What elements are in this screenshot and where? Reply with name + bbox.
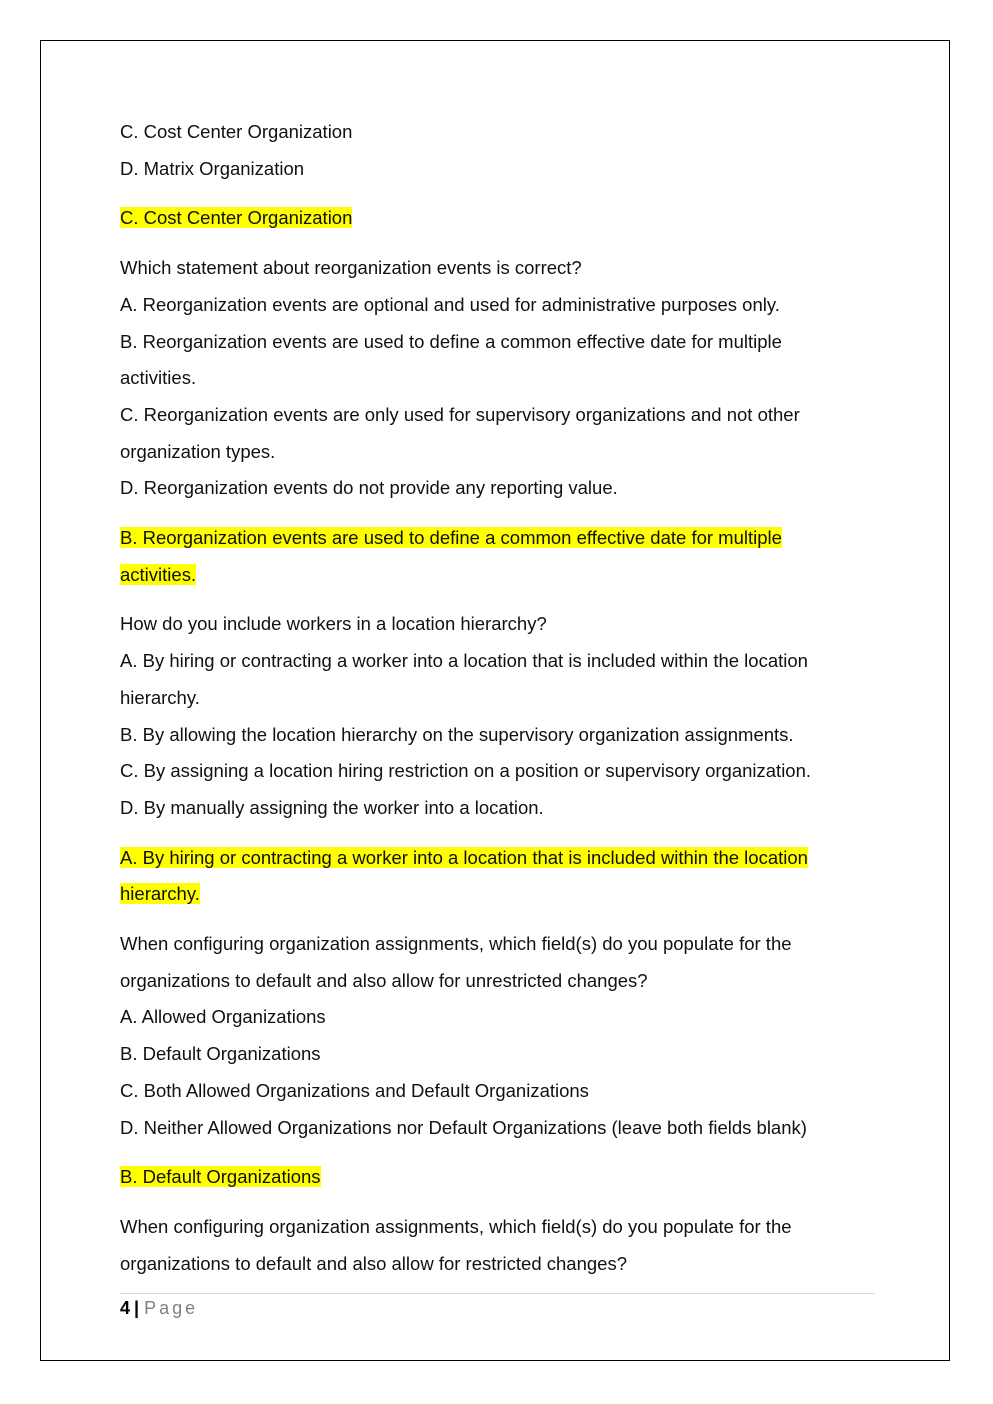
line-text: Which statement about reorganization events is correct? bbox=[120, 257, 582, 279]
text-line bbox=[120, 1209, 880, 1246]
highlighted-answer-text: B. Reorganization events are used to define a common effective date for multiple bbox=[120, 527, 782, 549]
line-text: organizations to default and also allow for unrestricted changes? bbox=[120, 969, 648, 991]
text-line bbox=[120, 397, 880, 434]
text-line bbox=[120, 1110, 880, 1147]
line-text: When configuring organization assignments, which field(s) do you populate for the bbox=[120, 933, 792, 955]
answer-line bbox=[120, 520, 880, 557]
line-text: A. Allowed Organizations bbox=[120, 1006, 326, 1028]
answer-block bbox=[120, 520, 880, 593]
text-line bbox=[120, 151, 880, 188]
highlighted-answer-text: B. Default Organizations bbox=[120, 1166, 321, 1188]
text-line bbox=[120, 790, 880, 827]
page-label: Page bbox=[144, 1298, 199, 1318]
line-text: C. Reorganization events are only used for supervisory organizations and not other bbox=[120, 403, 800, 425]
line-text: D. Neither Allowed Organizations nor Default Organizations (leave both fields blank) bbox=[120, 1116, 807, 1138]
line-text: B. By allowing the location hierarchy on the supervisory organization assignments. bbox=[120, 723, 794, 745]
highlighted-answer-text: hierarchy. bbox=[120, 883, 200, 905]
text-line bbox=[120, 1073, 880, 1110]
text-line bbox=[120, 324, 880, 361]
line-text: C. Both Allowed Organizations and Default Organizations bbox=[120, 1079, 589, 1101]
text-line bbox=[120, 1036, 880, 1073]
text-line bbox=[120, 360, 880, 397]
highlighted-answer-text: A. By hiring or contracting a worker into a location that is included within the location bbox=[120, 846, 808, 868]
line-text: activities. bbox=[120, 367, 197, 389]
line-text: organization types. bbox=[120, 440, 276, 462]
answer-block bbox=[120, 200, 880, 237]
line-text: D. By manually assigning the worker into a location. bbox=[120, 796, 544, 818]
answer-block bbox=[120, 840, 880, 913]
text-line bbox=[120, 926, 880, 963]
text-line bbox=[120, 717, 880, 754]
answer-line bbox=[120, 876, 880, 913]
text-line bbox=[120, 250, 880, 287]
line-text: D. Reorganization events do not provide any reporting value. bbox=[120, 477, 618, 499]
line-text: organizations to default and also allow for restricted changes? bbox=[120, 1252, 627, 1274]
answer-line bbox=[120, 200, 880, 237]
line-text: C. By assigning a location hiring restriction on a position or supervisory organization. bbox=[120, 760, 812, 782]
question-block bbox=[120, 926, 880, 1146]
line-text: hierarchy. bbox=[120, 686, 200, 708]
text-line bbox=[120, 963, 880, 1000]
question-block bbox=[120, 1209, 880, 1282]
text-line bbox=[120, 753, 880, 790]
answer-line bbox=[120, 557, 880, 594]
line-text: D. Matrix Organization bbox=[120, 157, 305, 179]
document-body bbox=[120, 114, 880, 1282]
text-line bbox=[120, 287, 880, 324]
text-line bbox=[120, 606, 880, 643]
line-text: When configuring organization assignments, which field(s) do you populate for the bbox=[120, 1215, 792, 1237]
footer-separator: | bbox=[134, 1298, 140, 1318]
page-number: 4 bbox=[120, 1298, 131, 1318]
footer-divider bbox=[120, 1293, 875, 1294]
text-line bbox=[120, 434, 880, 471]
page-footer bbox=[120, 1297, 198, 1319]
text-line bbox=[120, 680, 880, 717]
answer-line bbox=[120, 840, 880, 877]
answer-line bbox=[120, 1159, 880, 1196]
line-text: How do you include workers in a location hierarchy? bbox=[120, 613, 547, 635]
line-text: B. Reorganization events are used to define a common effective date for multiple bbox=[120, 330, 782, 352]
answer-block bbox=[120, 1159, 880, 1196]
text-line bbox=[120, 114, 880, 151]
highlighted-answer-text: activities. bbox=[120, 563, 197, 585]
line-text: B. Default Organizations bbox=[120, 1043, 321, 1065]
text-line bbox=[120, 1246, 880, 1283]
text-line bbox=[120, 999, 880, 1036]
line-text: A. Reorganization events are optional and used for administrative purposes only. bbox=[120, 293, 780, 315]
question-block bbox=[120, 114, 880, 187]
line-text: C. Cost Center Organization bbox=[120, 121, 353, 142]
highlighted-answer-text: C. Cost Center Organization bbox=[120, 207, 353, 229]
question-block bbox=[120, 606, 880, 826]
text-line bbox=[120, 643, 880, 680]
text-line bbox=[120, 470, 880, 507]
question-block bbox=[120, 250, 880, 507]
line-text: A. By hiring or contracting a worker into a location that is included within the location bbox=[120, 650, 808, 672]
